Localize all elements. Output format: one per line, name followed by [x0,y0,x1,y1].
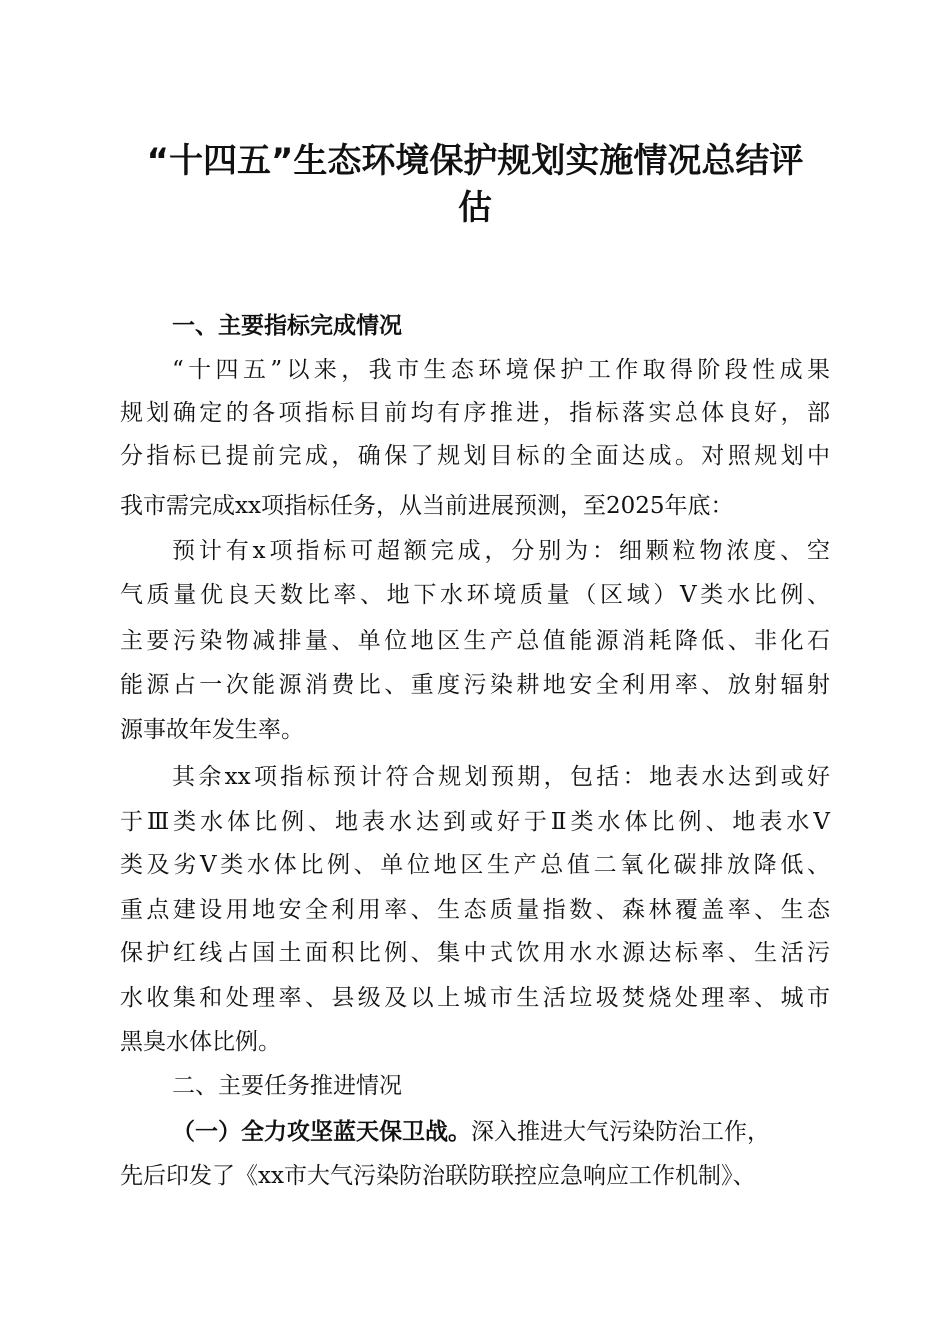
section-1-heading: 一、主要指标完成情况 [172,313,402,339]
paragraph-3-line-2: 于Ⅲ类水体比例、地表水达到或好于Ⅱ类水体比例、地表水Ⅴ [120,809,830,835]
paragraph-3-line-6: 水收集和处理率、县级及以上城市生活垃圾焚烧处理率、城市 [120,985,830,1011]
paragraph-4-line-2: 先后印发了《xx市大气污染防治联防联控应急响应工作机制》、 [120,1163,756,1189]
paragraph-4-line-1-text: 深入推进大气污染防治工作， [471,1119,770,1145]
paragraph-3-line-3: 类及劣Ⅴ类水体比例、单位地区生产总值二氧化碳排放降低、 [120,852,830,878]
paragraph-4-line-1 [172,1117,832,1147]
paragraph-2-line-3: 主要污染物减排量、单位地区生产总值能源消耗降低、非化石 [120,628,830,654]
section-2-heading: 二、主要任务推进情况 [172,1073,402,1099]
paragraph-2-line-2: 气质量优良天数比率、地下水环境质量（区域）Ⅴ类水比例、 [120,582,830,608]
paragraph-3-line-4: 重点建设用地安全利用率、生态质量指数、森林覆盖率、生态 [120,897,830,923]
document-title-line-1: “十四五”生态环境保护规划实施情况总结评 [146,141,804,181]
paragraph-1-line-2: 规划确定的各项指标目前均有序推进，指标落实总体良好，部 [120,400,830,426]
paragraph-1-line-3: 分指标已提前完成，确保了规划目标的全面达成。对照规划中 [120,443,830,469]
document-title-line-2: 估 [458,188,492,228]
paragraph-1-line-4: 我市需完成xx项指标任务，从当前进展预测，至2025年底： [120,493,734,519]
paragraph-3-line-7: 黑臭水体比例。 [120,1029,281,1055]
subsection-1-heading: （一）全力攻坚蓝天保卫战。 [172,1118,471,1145]
paragraph-3-line-1: 其余xx项指标预计符合规划预期，包括：地表水达到或好 [172,764,830,790]
paragraph-1-line-1: “十四五”以来，我市生态环境保护工作取得阶段性成果 [172,357,830,383]
paragraph-2-line-4: 能源占一次能源消费比、重度污染耕地安全利用率、放射辐射 [120,672,830,698]
paragraph-2-line-5: 源事故年发生率。 [120,717,304,743]
paragraph-2-line-1: 预计有x项指标可超额完成，分别为：细颗粒物浓度、空 [172,538,830,564]
paragraph-3-line-5: 保护红线占国土面积比例、集中式饮用水水源达标率、生活污 [120,940,830,966]
